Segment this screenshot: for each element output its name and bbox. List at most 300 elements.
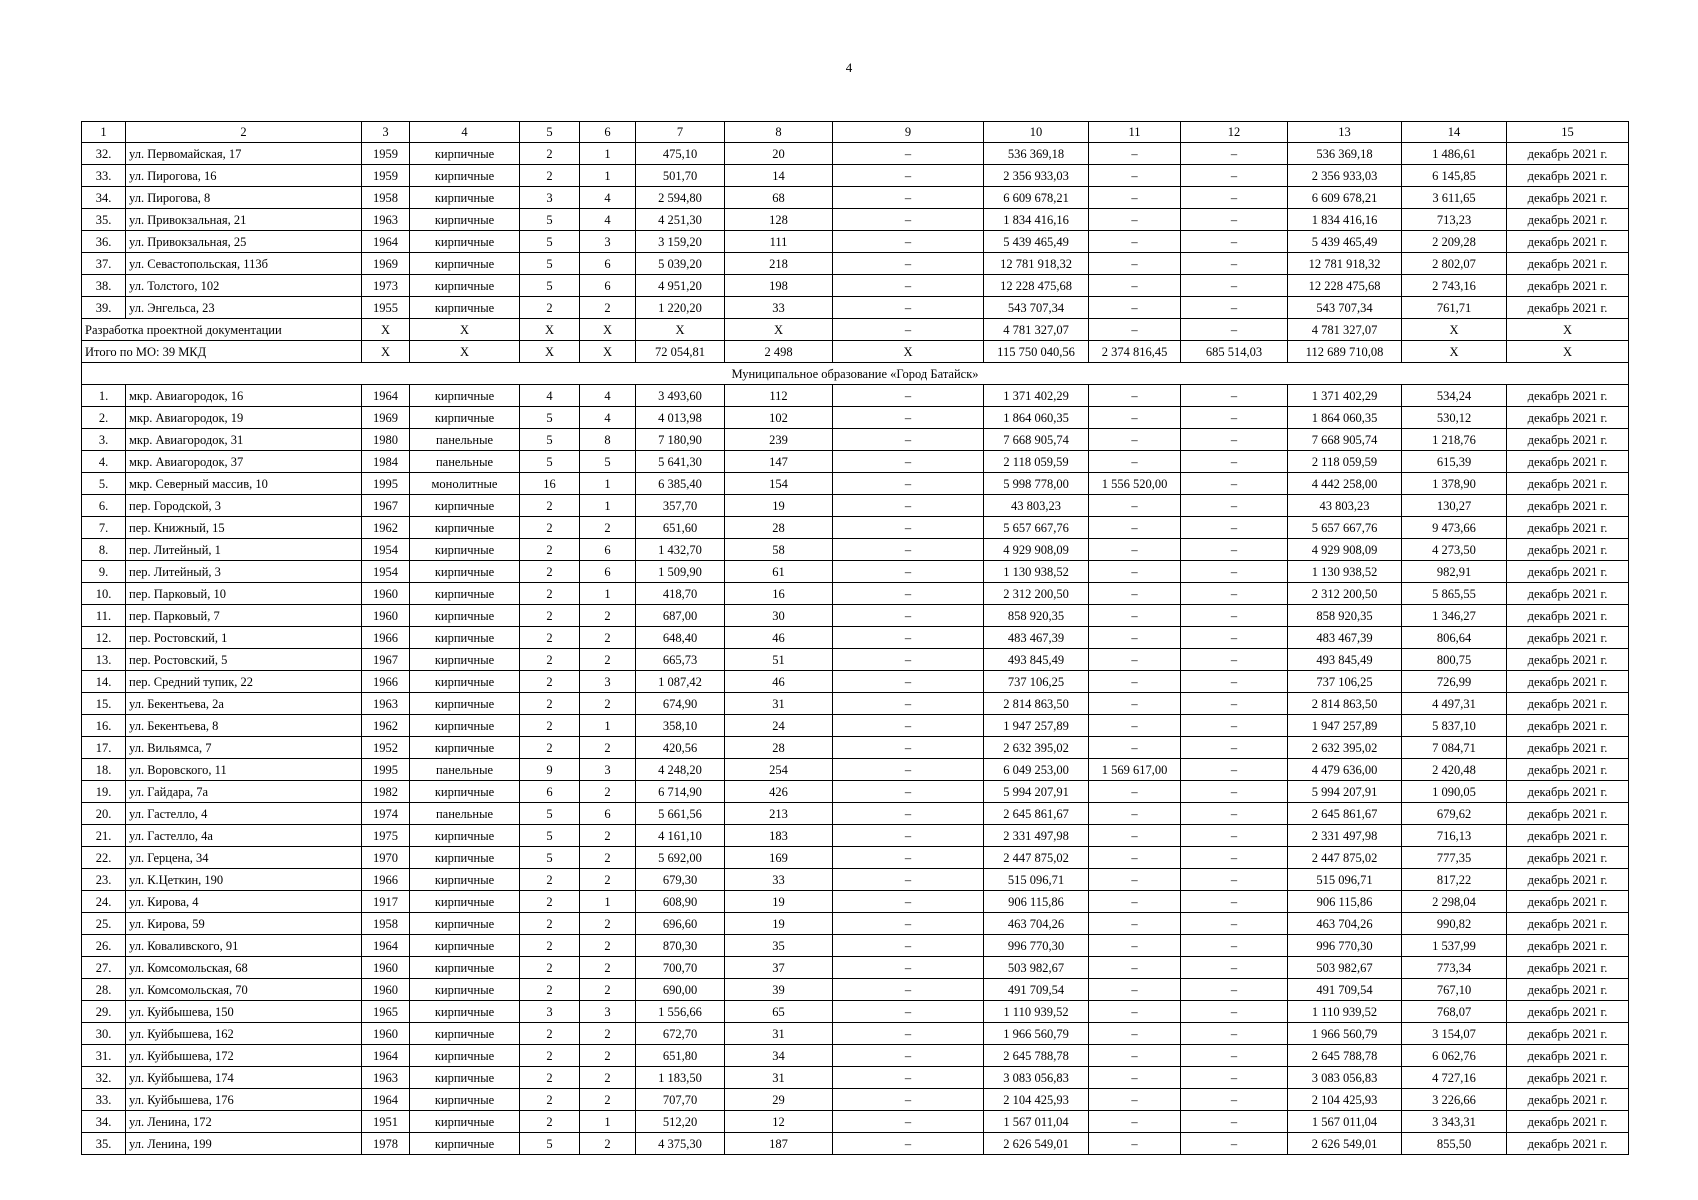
table-cell: 608,90 — [636, 891, 725, 913]
table-cell: 2 — [520, 869, 580, 891]
table-cell: 2 — [580, 1045, 636, 1067]
table-cell: – — [1089, 957, 1181, 979]
table-cell: 1 378,90 — [1402, 473, 1507, 495]
table-cell: – — [833, 473, 984, 495]
table-cell: 12 228 475,68 — [984, 275, 1089, 297]
table-row — [82, 781, 1629, 803]
table-cell: кирпичные — [410, 1001, 520, 1023]
table-cell: 9. — [82, 561, 126, 583]
table-cell: 1 834 416,16 — [984, 209, 1089, 231]
table-cell: 2 — [580, 1067, 636, 1089]
table-cell: 1 — [580, 891, 636, 913]
table-row — [82, 253, 1629, 275]
table-cell: – — [1181, 693, 1288, 715]
table-cell: 33 — [725, 297, 833, 319]
column-number-cell: 15 — [1507, 122, 1629, 143]
table-cell: декабрь 2021 г. — [1507, 781, 1629, 803]
table-cell: 1967 — [362, 495, 410, 517]
table-cell: 2 104 425,93 — [1288, 1089, 1402, 1111]
table-cell: 39. — [82, 297, 126, 319]
table-cell: 4 727,16 — [1402, 1067, 1507, 1089]
table-cell: 4 161,10 — [636, 825, 725, 847]
table-cell: 679,62 — [1402, 803, 1507, 825]
table-cell: – — [1181, 1133, 1288, 1155]
table-cell: кирпичные — [410, 847, 520, 869]
table-row — [82, 209, 1629, 231]
table-cell: 3 083 056,83 — [1288, 1067, 1402, 1089]
table-cell: 16. — [82, 715, 126, 737]
table-cell: 29 — [725, 1089, 833, 1111]
table-cell: 2 632 395,02 — [1288, 737, 1402, 759]
table-cell: 1960 — [362, 979, 410, 1001]
table-cell: – — [833, 1001, 984, 1023]
summary-cell: X — [362, 341, 410, 363]
column-number-cell: 4 — [410, 122, 520, 143]
table-cell: 11. — [82, 605, 126, 627]
table-cell: декабрь 2021 г. — [1507, 297, 1629, 319]
table-cell: 4 375,30 — [636, 1133, 725, 1155]
column-number-cell: 7 — [636, 122, 725, 143]
table-cell: 34 — [725, 1045, 833, 1067]
table-cell: панельные — [410, 803, 520, 825]
table-cell: 9 473,66 — [1402, 517, 1507, 539]
table-cell: декабрь 2021 г. — [1507, 605, 1629, 627]
table-cell: – — [1181, 407, 1288, 429]
table-cell: кирпичные — [410, 1089, 520, 1111]
table-cell: – — [1181, 187, 1288, 209]
table-cell: 1964 — [362, 935, 410, 957]
table-cell: 2 420,48 — [1402, 759, 1507, 781]
table-cell: 2 626 549,01 — [984, 1133, 1089, 1155]
address-cell: ул. Гайдара, 7а — [126, 781, 362, 803]
summary-cell: X — [636, 319, 725, 341]
summary-label: Разработка проектной документации — [82, 319, 362, 341]
table-cell: 28 — [725, 517, 833, 539]
table-row — [82, 1001, 1629, 1023]
column-number-row — [82, 122, 1629, 143]
address-cell: пер. Литейный, 3 — [126, 561, 362, 583]
table-cell: – — [833, 693, 984, 715]
table-cell: – — [1181, 275, 1288, 297]
summary-cell: X — [1402, 341, 1507, 363]
table-body — [82, 122, 1629, 1155]
page-number: 4 — [845, 60, 853, 75]
table-cell: 3 — [520, 187, 580, 209]
table-row — [82, 165, 1629, 187]
table-cell: – — [1181, 957, 1288, 979]
summary-cell: X — [725, 319, 833, 341]
summary-cell: 685 514,03 — [1181, 341, 1288, 363]
table-cell: декабрь 2021 г. — [1507, 979, 1629, 1001]
table-cell: 17. — [82, 737, 126, 759]
table-cell: – — [1181, 1067, 1288, 1089]
table-cell: декабрь 2021 г. — [1507, 187, 1629, 209]
table-cell: 1954 — [362, 561, 410, 583]
table-cell: кирпичные — [410, 979, 520, 1001]
table-cell: кирпичные — [410, 561, 520, 583]
table-cell: 2 — [580, 737, 636, 759]
table-cell: декабрь 2021 г. — [1507, 1045, 1629, 1067]
table-cell: – — [1089, 231, 1181, 253]
table-cell: 870,30 — [636, 935, 725, 957]
summary-label: Итого по МО: 39 МКД — [82, 341, 362, 363]
table-cell: 1952 — [362, 737, 410, 759]
table-cell: 1964 — [362, 1045, 410, 1067]
table-cell: панельные — [410, 451, 520, 473]
table-cell: 2 — [580, 935, 636, 957]
table-cell: 4 951,20 — [636, 275, 725, 297]
table-cell: кирпичные — [410, 209, 520, 231]
table-row — [82, 385, 1629, 407]
address-cell: ул. Привокзальная, 25 — [126, 231, 362, 253]
table-cell: 2 — [580, 1089, 636, 1111]
table-cell: кирпичные — [410, 913, 520, 935]
table-cell: кирпичные — [410, 891, 520, 913]
address-cell: ул. Гастелло, 4 — [126, 803, 362, 825]
table-cell: 5 439 465,49 — [1288, 231, 1402, 253]
table-cell: 4 — [580, 209, 636, 231]
table-cell: 2 — [580, 825, 636, 847]
table-cell: 20. — [82, 803, 126, 825]
table-cell: 3. — [82, 429, 126, 451]
table-cell: – — [1181, 1089, 1288, 1111]
design-documentation-row — [82, 319, 1629, 341]
table-cell: 1 110 939,52 — [984, 1001, 1089, 1023]
table-cell: 1 834 416,16 — [1288, 209, 1402, 231]
summary-cell: 112 689 710,08 — [1288, 341, 1402, 363]
table-cell: 25. — [82, 913, 126, 935]
table-cell: – — [1089, 913, 1181, 935]
table-row — [82, 1111, 1629, 1133]
table-cell: декабрь 2021 г. — [1507, 803, 1629, 825]
table-cell: кирпичные — [410, 1023, 520, 1045]
housing-repair-table — [81, 121, 1629, 1155]
table-cell: – — [1181, 385, 1288, 407]
table-cell: 1964 — [362, 1089, 410, 1111]
table-cell: 24. — [82, 891, 126, 913]
table-row — [82, 1089, 1629, 1111]
table-cell: 1975 — [362, 825, 410, 847]
table-cell: – — [1089, 1111, 1181, 1133]
table-cell: декабрь 2021 г. — [1507, 1111, 1629, 1133]
table-cell: 5 998 778,00 — [984, 473, 1089, 495]
table-cell: 1962 — [362, 517, 410, 539]
table-cell: – — [833, 1067, 984, 1089]
table-cell: 806,64 — [1402, 627, 1507, 649]
table-cell: кирпичные — [410, 297, 520, 319]
table-cell: 493 845,49 — [1288, 649, 1402, 671]
table-cell: декабрь 2021 г. — [1507, 451, 1629, 473]
summary-cell: 2 374 816,45 — [1089, 341, 1181, 363]
address-cell: ул. Пирогова, 8 — [126, 187, 362, 209]
table-cell: 3 493,60 — [636, 385, 725, 407]
table-cell: – — [833, 825, 984, 847]
table-cell: 483 467,39 — [984, 627, 1089, 649]
table-cell: – — [1181, 715, 1288, 737]
table-cell: 34. — [82, 187, 126, 209]
table-cell: 418,70 — [636, 583, 725, 605]
table-cell: 1963 — [362, 693, 410, 715]
table-cell: 31. — [82, 1045, 126, 1067]
table-cell: 9 — [520, 759, 580, 781]
table-cell: 2 — [520, 649, 580, 671]
table-cell: декабрь 2021 г. — [1507, 627, 1629, 649]
table-cell: – — [833, 297, 984, 319]
table-cell: 32. — [82, 1067, 126, 1089]
table-row — [82, 1045, 1629, 1067]
table-cell: 61 — [725, 561, 833, 583]
table-cell: – — [1089, 275, 1181, 297]
table-cell: 13. — [82, 649, 126, 671]
table-cell: 2 — [520, 693, 580, 715]
table-cell: – — [1181, 561, 1288, 583]
table-cell: 21. — [82, 825, 126, 847]
table-cell: 6 385,40 — [636, 473, 725, 495]
table-cell: 2 — [520, 143, 580, 165]
column-number-cell: 8 — [725, 122, 833, 143]
table-cell: 8 — [580, 429, 636, 451]
table-cell: декабрь 2021 г. — [1507, 495, 1629, 517]
table-row — [82, 759, 1629, 781]
table-cell: 2 645 861,67 — [1288, 803, 1402, 825]
table-cell: 12 — [725, 1111, 833, 1133]
table-cell: – — [1089, 561, 1181, 583]
table-cell: 761,71 — [1402, 297, 1507, 319]
column-number-cell: 2 — [126, 122, 362, 143]
table-cell: декабрь 2021 г. — [1507, 957, 1629, 979]
table-cell: декабрь 2021 г. — [1507, 671, 1629, 693]
table-cell: 463 704,26 — [984, 913, 1089, 935]
table-cell: 674,90 — [636, 693, 725, 715]
table-cell: 32. — [82, 143, 126, 165]
table-cell: декабрь 2021 г. — [1507, 715, 1629, 737]
table-cell: 2 — [520, 957, 580, 979]
table-row — [82, 1133, 1629, 1155]
table-cell: – — [1089, 429, 1181, 451]
address-cell: ул. Куйбышева, 176 — [126, 1089, 362, 1111]
table-cell: 1960 — [362, 1023, 410, 1045]
table-cell: – — [1181, 451, 1288, 473]
table-cell: 35 — [725, 935, 833, 957]
summary-cell: X — [1507, 341, 1629, 363]
address-cell: пер. Парковый, 7 — [126, 605, 362, 627]
table-cell: 46 — [725, 671, 833, 693]
table-cell: 2. — [82, 407, 126, 429]
table-cell: 3 343,31 — [1402, 1111, 1507, 1133]
table-cell: – — [1089, 1067, 1181, 1089]
table-cell: кирпичные — [410, 737, 520, 759]
table-cell: 169 — [725, 847, 833, 869]
table-cell: – — [1181, 803, 1288, 825]
table-cell: 5 — [520, 825, 580, 847]
table-cell: 2 — [520, 935, 580, 957]
address-cell: ул. Энгельса, 23 — [126, 297, 362, 319]
table-cell: 2 — [580, 1023, 636, 1045]
table-cell: – — [833, 913, 984, 935]
column-number-cell: 14 — [1402, 122, 1507, 143]
table-cell: – — [1089, 407, 1181, 429]
table-cell: 31 — [725, 1067, 833, 1089]
table-cell: – — [1089, 649, 1181, 671]
table-cell: декабрь 2021 г. — [1507, 253, 1629, 275]
address-cell: мкр. Авиагородок, 37 — [126, 451, 362, 473]
table-cell: 2 — [520, 583, 580, 605]
table-cell: 1966 — [362, 869, 410, 891]
table-cell: 5 — [520, 451, 580, 473]
table-cell: – — [1181, 825, 1288, 847]
table-cell: декабрь 2021 г. — [1507, 1089, 1629, 1111]
table-cell: 767,10 — [1402, 979, 1507, 1001]
table-cell: 1969 — [362, 253, 410, 275]
table-cell: 29. — [82, 1001, 126, 1023]
table-cell: 198 — [725, 275, 833, 297]
summary-cell: X — [362, 319, 410, 341]
table-cell: панельные — [410, 429, 520, 451]
table-cell: 543 707,34 — [1288, 297, 1402, 319]
table-cell: 3 154,07 — [1402, 1023, 1507, 1045]
table-cell: кирпичные — [410, 605, 520, 627]
table-cell: – — [1181, 869, 1288, 891]
table-cell: 22. — [82, 847, 126, 869]
table-cell: – — [833, 1111, 984, 1133]
table-cell: 5 865,55 — [1402, 583, 1507, 605]
table-cell: – — [1181, 143, 1288, 165]
table-cell: 213 — [725, 803, 833, 825]
table-cell: 1 — [580, 1111, 636, 1133]
table-cell: 6 145,85 — [1402, 165, 1507, 187]
table-cell: 28. — [82, 979, 126, 1001]
table-cell: 2 — [520, 297, 580, 319]
table-cell: декабрь 2021 г. — [1507, 407, 1629, 429]
table-cell: – — [1181, 1001, 1288, 1023]
table-cell: – — [833, 231, 984, 253]
table-cell: декабрь 2021 г. — [1507, 869, 1629, 891]
table-cell: – — [1181, 165, 1288, 187]
table-cell: кирпичные — [410, 693, 520, 715]
table-cell: 15. — [82, 693, 126, 715]
table-cell: 1995 — [362, 473, 410, 495]
table-cell: 483 467,39 — [1288, 627, 1402, 649]
table-row — [82, 495, 1629, 517]
table-cell: 906 115,86 — [984, 891, 1089, 913]
table-cell: 4 — [580, 385, 636, 407]
table-cell: 2 312 200,50 — [1288, 583, 1402, 605]
table-cell: 111 — [725, 231, 833, 253]
table-cell: 493 845,49 — [984, 649, 1089, 671]
table-cell: – — [1181, 253, 1288, 275]
table-cell: кирпичные — [410, 583, 520, 605]
table-cell: – — [1089, 187, 1181, 209]
table-cell: 1960 — [362, 957, 410, 979]
table-row — [82, 1067, 1629, 1089]
table-cell: 1954 — [362, 539, 410, 561]
table-cell: 154 — [725, 473, 833, 495]
address-cell: ул. Бекентьева, 8 — [126, 715, 362, 737]
table-cell: 239 — [725, 429, 833, 451]
table-cell: 5 439 465,49 — [984, 231, 1089, 253]
table-cell: 31 — [725, 1023, 833, 1045]
table-cell: 2 — [520, 913, 580, 935]
address-cell: ул. Куйбышева, 174 — [126, 1067, 362, 1089]
table-cell: – — [833, 781, 984, 803]
table-cell: 4 442 258,00 — [1288, 473, 1402, 495]
summary-cell: – — [1089, 319, 1181, 341]
table-cell: 33. — [82, 165, 126, 187]
table-cell: 6 609 678,21 — [984, 187, 1089, 209]
table-cell: 12 781 918,32 — [984, 253, 1089, 275]
table-cell: – — [833, 671, 984, 693]
table-cell: 2 331 497,98 — [984, 825, 1089, 847]
table-cell: 5 — [520, 275, 580, 297]
table-cell: 3 611,65 — [1402, 187, 1507, 209]
table-cell: 1974 — [362, 803, 410, 825]
column-number-cell: 10 — [984, 122, 1089, 143]
table-cell: декабрь 2021 г. — [1507, 1067, 1629, 1089]
table-cell: 2 — [520, 627, 580, 649]
table-cell: 672,70 — [636, 1023, 725, 1045]
table-cell: – — [1089, 1023, 1181, 1045]
table-cell: – — [833, 451, 984, 473]
table-cell: – — [1181, 539, 1288, 561]
table-cell: 1. — [82, 385, 126, 407]
table-cell: 6 062,76 — [1402, 1045, 1507, 1067]
table-cell: 1917 — [362, 891, 410, 913]
table-cell: 2 104 425,93 — [984, 1089, 1089, 1111]
table-cell: 6 — [580, 539, 636, 561]
table-cell: декабрь 2021 г. — [1507, 913, 1629, 935]
table-cell: 1978 — [362, 1133, 410, 1155]
table-cell: 651,60 — [636, 517, 725, 539]
table-cell: – — [833, 803, 984, 825]
table-cell: 1 — [580, 583, 636, 605]
address-cell: пер. Парковый, 10 — [126, 583, 362, 605]
table-cell: 16 — [725, 583, 833, 605]
table-row — [82, 583, 1629, 605]
table-cell: – — [1181, 473, 1288, 495]
summary-cell: X — [580, 341, 636, 363]
table-cell: 24 — [725, 715, 833, 737]
table-cell: 254 — [725, 759, 833, 781]
table-row — [82, 627, 1629, 649]
column-number-cell: 9 — [833, 122, 984, 143]
table-cell: 102 — [725, 407, 833, 429]
table-cell: 515 096,71 — [984, 869, 1089, 891]
table-cell: – — [1089, 891, 1181, 913]
table-row — [82, 737, 1629, 759]
table-cell: 35. — [82, 209, 126, 231]
table-cell: 1 — [580, 473, 636, 495]
table-cell: 1 509,90 — [636, 561, 725, 583]
table-cell: – — [833, 583, 984, 605]
table-cell: 737 106,25 — [1288, 671, 1402, 693]
table-cell: 2 — [520, 891, 580, 913]
table-cell: 1 966 560,79 — [1288, 1023, 1402, 1045]
table-cell: – — [1089, 539, 1181, 561]
table-cell: 3 — [580, 671, 636, 693]
table-cell: 1982 — [362, 781, 410, 803]
column-number-cell: 11 — [1089, 122, 1181, 143]
table-row — [82, 275, 1629, 297]
summary-cell: 4 781 327,07 — [984, 319, 1089, 341]
address-cell: ул. Комсомольская, 70 — [126, 979, 362, 1001]
table-row — [82, 935, 1629, 957]
table-cell: 5 994 207,91 — [984, 781, 1089, 803]
address-cell: ул. Первомайская, 17 — [126, 143, 362, 165]
table-cell: 768,07 — [1402, 1001, 1507, 1023]
table-cell: кирпичные — [410, 495, 520, 517]
table-cell: 43 803,23 — [1288, 495, 1402, 517]
address-cell: ул. Куйбышева, 172 — [126, 1045, 362, 1067]
